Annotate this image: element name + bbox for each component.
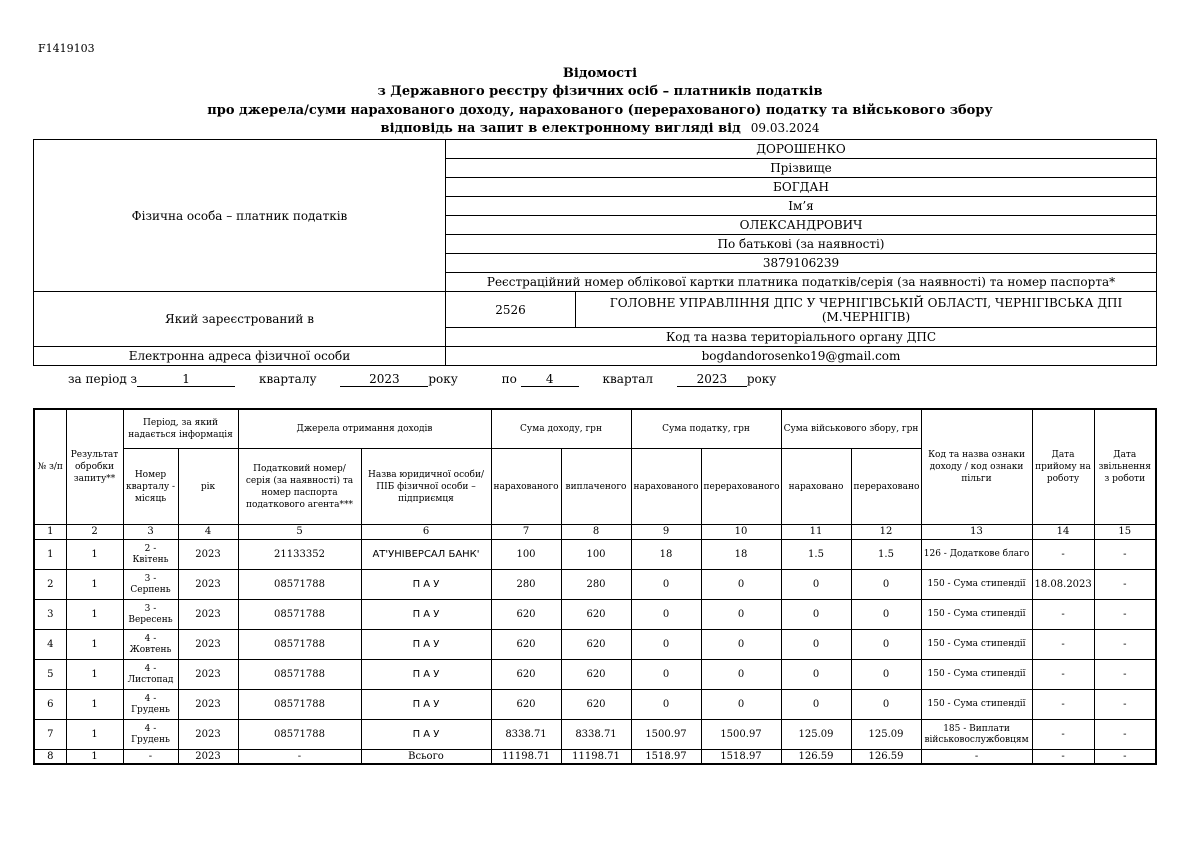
cell-res: 1 [66,630,123,660]
header-sources: Джерела отримання доходів [238,409,491,449]
header-result: Результат обробки запиту** [66,409,123,525]
column-number: 15 [1094,525,1156,540]
cell-hire: - [1032,720,1094,750]
cell-tin: 08571788 [238,600,361,630]
cell-mil-acc: 0 [781,690,851,720]
cell-inc-paid: 620 [561,600,631,630]
cell-hire: - [1032,690,1094,720]
cell-tin: 08571788 [238,570,361,600]
cell-tax-tr: 0 [701,570,781,600]
cell-agent: П А У [361,690,491,720]
cell-tin: 08571788 [238,720,361,750]
cell-agent: П А У [361,720,491,750]
cell-tax-acc: 1518.97 [631,750,701,765]
cell-mil-acc: 0 [781,570,851,600]
cell-mil-tr: 1.5 [851,540,921,570]
period-from-year: 2023 [340,372,428,387]
header-income-code: Код та назва ознаки доходу / код ознаки пільги [921,409,1032,525]
cell-mil-tr: 126.59 [851,750,921,765]
header-income-accrued: нарахованого [491,449,561,525]
header-military: Сума військового збору, грн [781,409,921,449]
cell-inc-acc: 11198.71 [491,750,561,765]
column-number: 12 [851,525,921,540]
cell-tax-tr: 18 [701,540,781,570]
column-number: 10 [701,525,781,540]
cell-res: 1 [66,540,123,570]
cell-year: 2023 [178,660,238,690]
cell-agent: АТ'УНІВЕРСАЛ БАНК' [361,540,491,570]
cell-res: 1 [66,750,123,765]
column-number: 14 [1032,525,1094,540]
cell-n: 2 [34,570,66,600]
column-number: 3 [123,525,178,540]
period-year-label: року [428,372,458,386]
cell-agent: П А У [361,600,491,630]
cell-tax-tr: 1518.97 [701,750,781,765]
patronymic-label: По батькові (за наявності) [446,235,1157,254]
cell-n: 3 [34,600,66,630]
header-income-paid: виплаченого [561,449,631,525]
authority-name: ГОЛОВНЕ УПРАВЛІННЯ ДПС У ЧЕРНІГІВСЬКІЙ ОБЛАСТІ, ЧЕРНІГІВСЬКА ДПІ (М.ЧЕРНІГІВ) [576,292,1157,328]
cell-tin: 21133352 [238,540,361,570]
column-number: 11 [781,525,851,540]
cell-agent: П А У [361,660,491,690]
name-label: Ім’я [446,197,1157,216]
cell-tax-tr: 1500.97 [701,720,781,750]
column-number: 8 [561,525,631,540]
cell-dismiss: - [1094,690,1156,720]
cell-mil-acc: 1.5 [781,540,851,570]
cell-tax-acc: 0 [631,690,701,720]
cell-res: 1 [66,600,123,630]
header-tax-accrued: нарахованого [631,449,701,525]
name-value: БОГДАН [446,178,1157,197]
cell-year: 2023 [178,690,238,720]
cell-res: 1 [66,720,123,750]
cell-tax-acc: 18 [631,540,701,570]
column-number: 6 [361,525,491,540]
cell-tax-tr: 0 [701,660,781,690]
cell-dismiss: - [1094,570,1156,600]
cell-inc-acc: 620 [491,600,561,630]
cell-tax-acc: 0 [631,630,701,660]
email-value: bogdandorosenko19@gmail.com [446,347,1157,366]
email-label: Електронна адреса фізичної особи [34,347,446,366]
cell-mil-tr: 0 [851,690,921,720]
table-row [34,570,1156,600]
cell-code: 150 - Сума стипендії [921,600,1032,630]
surname-label: Прізвище [446,159,1157,178]
column-number: 4 [178,525,238,540]
patronymic-value: ОЛЕКСАНДРОВИЧ [446,216,1157,235]
cell-n: 6 [34,690,66,720]
header-tax: Сума податку, грн [631,409,781,449]
cell-tin: 08571788 [238,630,361,660]
header-period: Період, за який надається інформація [123,409,238,449]
cell-n: 5 [34,660,66,690]
cell-hire: - [1032,600,1094,630]
cell-code: 150 - Сума стипендії [921,630,1032,660]
cell-dismiss: - [1094,540,1156,570]
cell-hire: 18.08.2023 [1032,570,1094,600]
header-num: № з/п [34,409,66,525]
period-to-quarter-label: квартал [602,372,654,386]
cell-inc-acc: 8338.71 [491,720,561,750]
authority-label: Код та назва територіального органу ДПС [446,328,1157,347]
cell-inc-acc: 100 [491,540,561,570]
cell-res: 1 [66,570,123,600]
column-number: 5 [238,525,361,540]
cell-qm: 3 - Серпень [123,570,178,600]
cell-dismiss: - [1094,630,1156,660]
cell-res: 1 [66,660,123,690]
cell-qm: 3 - Вересень [123,600,178,630]
cell-hire: - [1032,540,1094,570]
header-military-accrued: нараховано [781,449,851,525]
person-label: Фізична особа – платник податків [34,140,446,292]
cell-tax-acc: 0 [631,600,701,630]
cell-inc-acc: 280 [491,570,561,600]
cell-code: 126 - Додаткове благо [921,540,1032,570]
surname-value: ДОРОШЕНКО [446,140,1157,159]
cell-inc-paid: 280 [561,570,631,600]
column-number: 9 [631,525,701,540]
period-to-year: 2023 [677,372,747,387]
cell-qm: 4 - Грудень [123,690,178,720]
cell-tax-acc: 0 [631,660,701,690]
cell-n: 1 [34,540,66,570]
header-tax-transferred: перерахованого [701,449,781,525]
period-from-quarter: 1 [137,372,235,387]
table-row [34,600,1156,630]
cell-year: 2023 [178,630,238,660]
cell-n: 4 [34,630,66,660]
cell-code: 185 - Виплати військовослужбовцям [921,720,1032,750]
header-agent-name: Назва юридичної особи/ПІБ фізичної особи – підприємця [361,449,491,525]
cell-inc-acc: 620 [491,630,561,660]
header-income: Сума доходу, грн [491,409,631,449]
period-line [68,372,776,387]
period-quarter-label: кварталу [258,372,317,386]
column-number: 7 [491,525,561,540]
tax-number-label: Реєстраційний номер облікової картки платника податків/серія (за наявності) та номер паспорта* [446,273,1157,292]
cell-dismiss: - [1094,720,1156,750]
cell-mil-tr: 0 [851,630,921,660]
cell-mil-tr: 0 [851,660,921,690]
cell-mil-acc: 125.09 [781,720,851,750]
cell-n: 8 [34,750,66,765]
total-row [34,750,1156,765]
cell-n: 7 [34,720,66,750]
period-to-quarter: 4 [521,372,579,387]
column-number: 2 [66,525,123,540]
cell-qm: 2 - Квітень [123,540,178,570]
cell-tax-tr: 0 [701,690,781,720]
cell-inc-paid: 8338.71 [561,720,631,750]
cell-qm: 4 - Грудень [123,720,178,750]
cell-inc-paid: 11198.71 [561,750,631,765]
cell-qm: - [123,750,178,765]
column-number: 1 [34,525,66,540]
table-row [34,630,1156,660]
title-line-3: про джерела/суми нарахованого доходу, нарахованого (перерахованого) податку та військового збору [207,103,993,118]
cell-mil-acc: 126.59 [781,750,851,765]
cell-inc-acc: 620 [491,660,561,690]
cell-dismiss: - [1094,660,1156,690]
cell-agent: Всього [361,750,491,765]
registered-label: Який зареєстрований в [34,292,446,347]
cell-code: - [921,750,1032,765]
header-quarter-month: Номер кварталу - місяць [123,449,178,525]
column-number: 13 [921,525,1032,540]
cell-tin: 08571788 [238,690,361,720]
cell-dismiss: - [1094,600,1156,630]
table-row [34,540,1156,570]
cell-hire: - [1032,750,1094,765]
cell-inc-acc: 620 [491,690,561,720]
header-dismissal-date: Дата звільнення з роботи [1094,409,1156,525]
cell-tax-tr: 0 [701,600,781,630]
person-info-table [33,139,1157,366]
header-military-transferred: перераховано [851,449,921,525]
cell-qm: 4 - Жовтень [123,630,178,660]
cell-res: 1 [66,690,123,720]
period-to-label: по [501,372,517,386]
cell-year: 2023 [178,540,238,570]
cell-year: 2023 [178,750,238,765]
header-year: рік [178,449,238,525]
form-code: F1419103 [38,42,95,55]
cell-tax-acc: 1500.97 [631,720,701,750]
cell-hire: - [1032,660,1094,690]
cell-qm: 4 - Листопад [123,660,178,690]
cell-tin: - [238,750,361,765]
table-row [34,720,1156,750]
cell-year: 2023 [178,720,238,750]
title-line-4 [0,121,1200,136]
cell-code: 150 - Сума стипендії [921,660,1032,690]
cell-tax-tr: 0 [701,630,781,660]
cell-agent: П А У [361,630,491,660]
income-table [33,408,1157,765]
cell-mil-acc: 0 [781,630,851,660]
table-row [34,660,1156,690]
cell-mil-acc: 0 [781,660,851,690]
period-to-year-label: року [746,372,777,386]
title-line-1: Відомості [562,66,638,81]
cell-year: 2023 [178,570,238,600]
cell-mil-acc: 0 [781,600,851,630]
cell-inc-paid: 620 [561,630,631,660]
cell-hire: - [1032,630,1094,660]
tax-number-value: 3879106239 [446,254,1157,273]
column-number-row [34,525,1156,540]
cell-inc-paid: 620 [561,690,631,720]
request-date: 09.03.2024 [750,121,820,135]
cell-inc-paid: 620 [561,660,631,690]
table-row [34,690,1156,720]
period-from-label: за період з [68,372,138,386]
cell-agent: П А У [361,570,491,600]
cell-tin: 08571788 [238,660,361,690]
cell-inc-paid: 100 [561,540,631,570]
cell-code: 150 - Сума стипендії [921,690,1032,720]
cell-mil-tr: 0 [851,600,921,630]
cell-tax-acc: 0 [631,570,701,600]
title-line-2: з Державного реєстру фізичних осіб – платників податків [377,84,823,99]
cell-code: 150 - Сума стипендії [921,570,1032,600]
header-hire-date: Дата прийому на роботу [1032,409,1094,525]
header-agent-tax-no: Податковий номер/ серія (за наявності) та номер паспорта податкового агента*** [238,449,361,525]
cell-mil-tr: 0 [851,570,921,600]
cell-mil-tr: 125.09 [851,720,921,750]
cell-dismiss: - [1094,750,1156,765]
cell-year: 2023 [178,600,238,630]
authority-code: 2526 [446,292,576,328]
request-label: відповідь на запит в електронному вигляді від [380,121,741,136]
